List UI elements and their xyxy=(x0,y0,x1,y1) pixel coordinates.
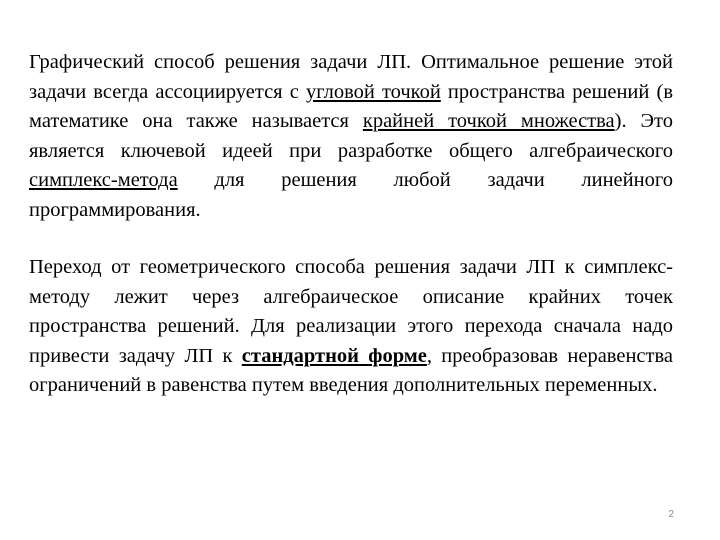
term-standard-form: стандартной форме xyxy=(241,344,427,367)
paragraph2-text-1: Переход от геометрического способа решения задачи ЛП к симплекс-методу лежит через алгебраическое описание крайних точек пространства решений. Для реализации этого перехода сначала надо привести задачу ЛП к xyxy=(29,256,673,367)
term-corner-point: угловой точкой xyxy=(305,80,441,103)
paragraph1-text-2: пространства решений (в математике она также называется xyxy=(29,80,674,132)
slide-content xyxy=(29,48,673,401)
term-simplex-method: симплекс-метода xyxy=(29,169,178,191)
paragraph1-text-4: для решения любой задачи линейного программирования. xyxy=(29,169,673,221)
paragraph1-text-1: Графический способ решения задачи ЛП. Оптимальное решение этой задачи всегда ассоциируется с xyxy=(29,51,673,103)
paragraph1-text-3: ). Это является ключевой идеей при разработке общего алгебраического xyxy=(29,110,673,162)
page-number: 2 xyxy=(668,509,674,520)
paragraph2-text-2: , преобразовав неравенства ограничений в равенства путем введения дополнительных переменных. xyxy=(29,344,673,396)
paragraph-transition-to-simplex xyxy=(29,253,673,401)
term-extreme-point: крайней точкой множества xyxy=(362,110,615,132)
paragraph-graphical-method xyxy=(29,48,673,225)
